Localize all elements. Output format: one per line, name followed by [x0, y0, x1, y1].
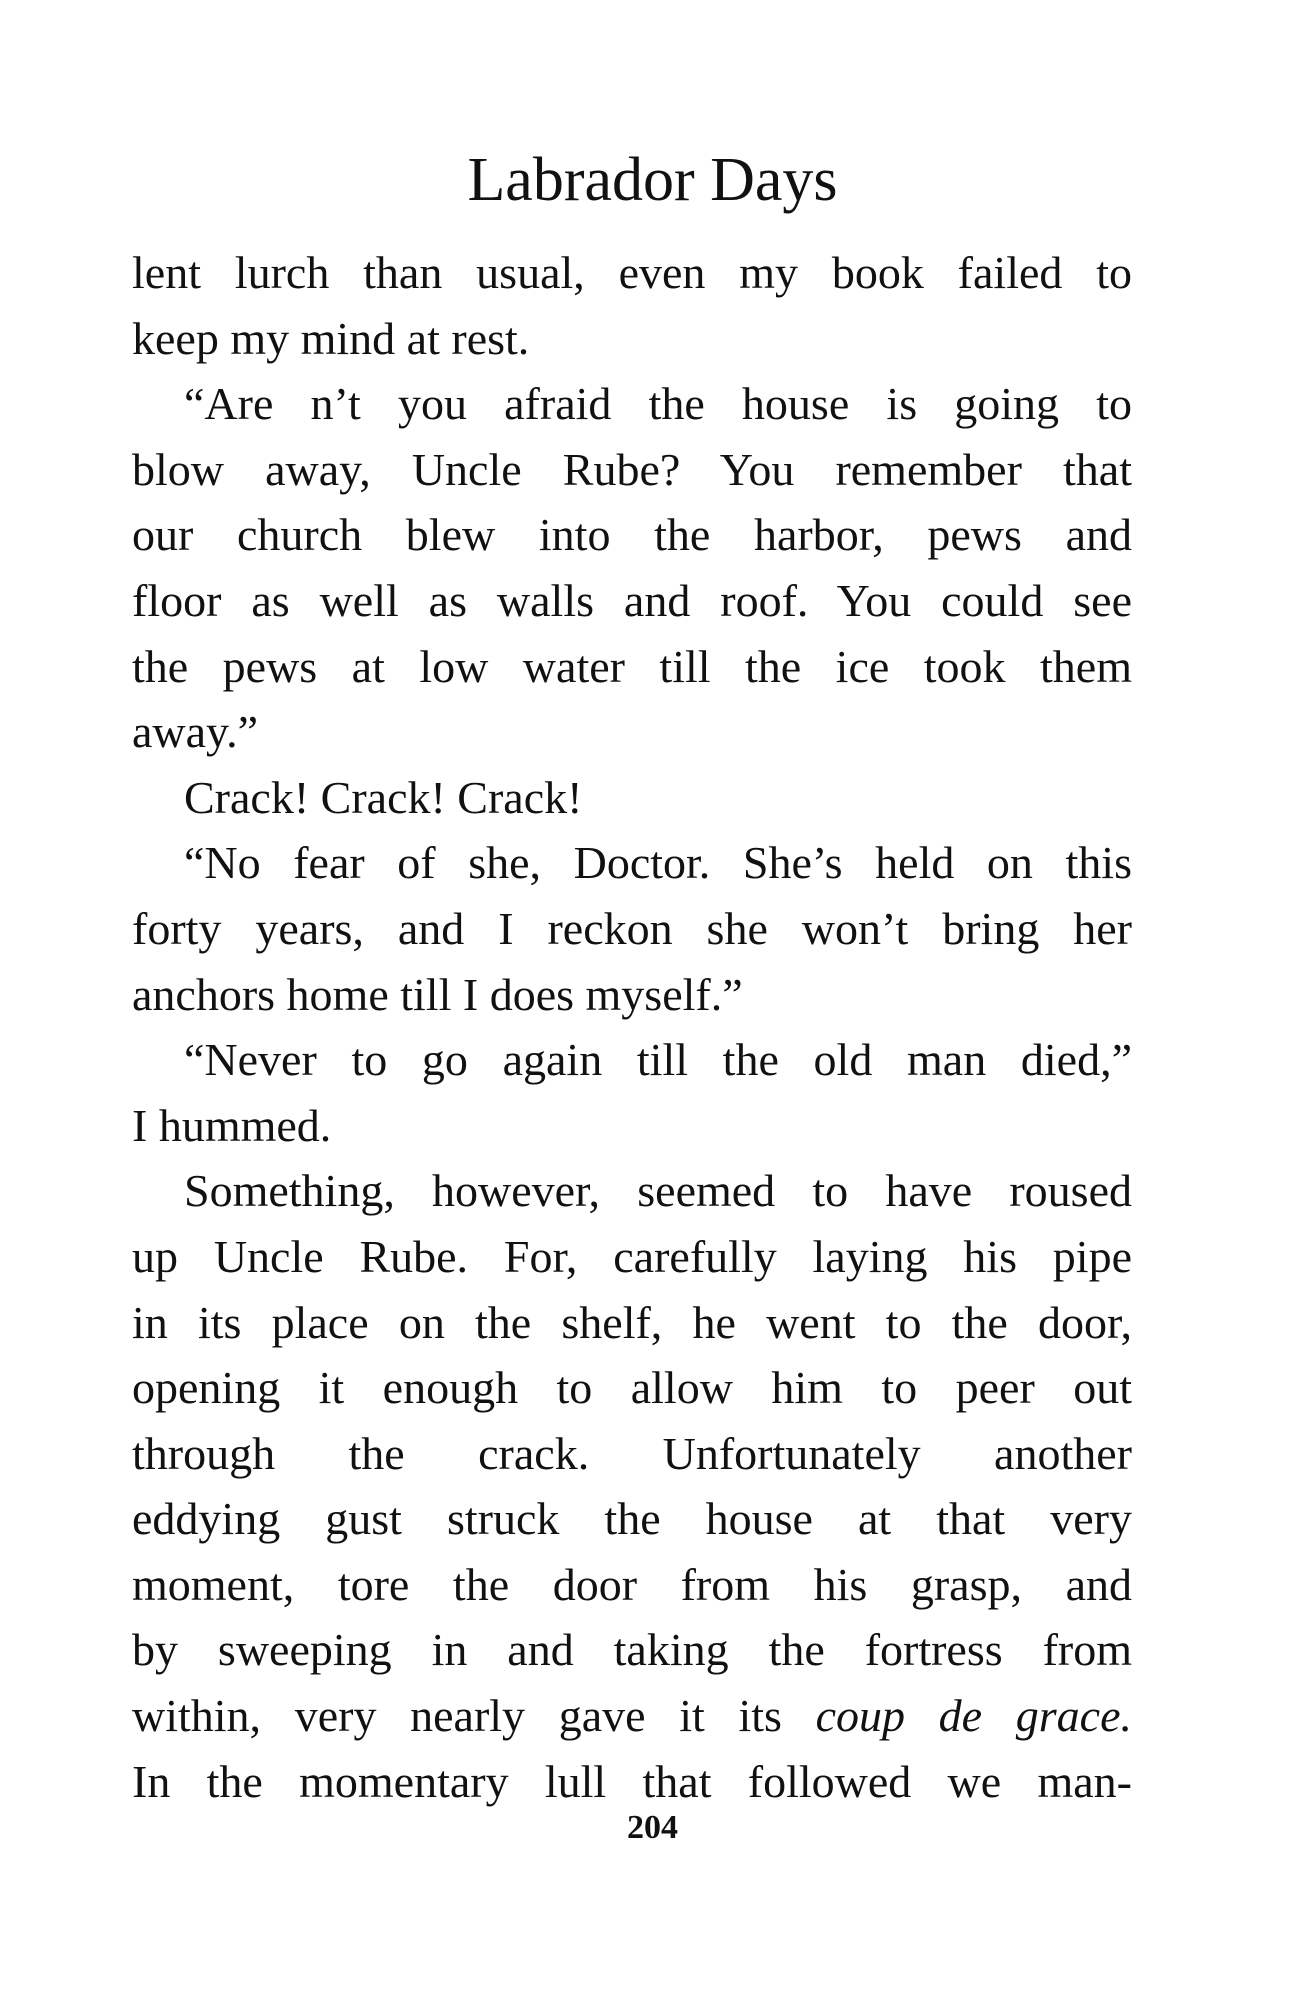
text-line: away.” [132, 706, 258, 758]
text-line: I hummed. [132, 1099, 332, 1151]
text-line: eddying gust struck the house at that very [132, 1493, 1132, 1545]
running-head: Labrador Days [467, 146, 838, 214]
text-line: “Never to go again till the old man died,” [184, 1034, 1132, 1086]
text-line: our church blew into the harbor, pews and [132, 509, 1132, 561]
text-line: Something, however, seemed to have roused [184, 1165, 1132, 1217]
text-line: opening it enough to allow him to peer out [132, 1362, 1132, 1414]
text-line: In the momentary lull that followed we man- [132, 1755, 1132, 1807]
page-number: 204 [627, 1809, 678, 1846]
text-line: by sweeping in and taking the fortress from [132, 1624, 1132, 1676]
text-line: anchors home till I does myself.” [132, 968, 743, 1020]
text-line [132, 1683, 1132, 1749]
text-line: floor as well as walls and roof. You could see [132, 574, 1132, 626]
text-line-roman: within, very nearly gave it its [132, 1690, 816, 1742]
text-line: Crack! Crack! Crack! [184, 771, 583, 823]
body-text [132, 240, 1132, 1814]
text-line: “No fear of she, Doctor. She’s held on this [184, 837, 1132, 889]
text-line: up Uncle Rube. For, carefully laying his pipe [132, 1230, 1132, 1282]
text-line: in its place on the shelf, he went to the door, [132, 1296, 1132, 1348]
text-line: the pews at low water till the ice took them [132, 640, 1132, 692]
text-line: keep my mind at rest. [132, 312, 530, 364]
text-line: lent lurch than usual, even my book failed to [132, 247, 1132, 298]
text-line: moment, tore the door from his grasp, and [132, 1558, 1132, 1610]
text-line: forty years, and I reckon she won’t bring her [132, 902, 1132, 954]
text-line: blow away, Uncle Rube? You remember that [132, 443, 1132, 495]
text-line: “Are n’t you afraid the house is going to [184, 378, 1132, 430]
text-line: through the crack. Unfortunately another [132, 1427, 1132, 1479]
italic-phrase: coup de grace. [815, 1690, 1132, 1742]
